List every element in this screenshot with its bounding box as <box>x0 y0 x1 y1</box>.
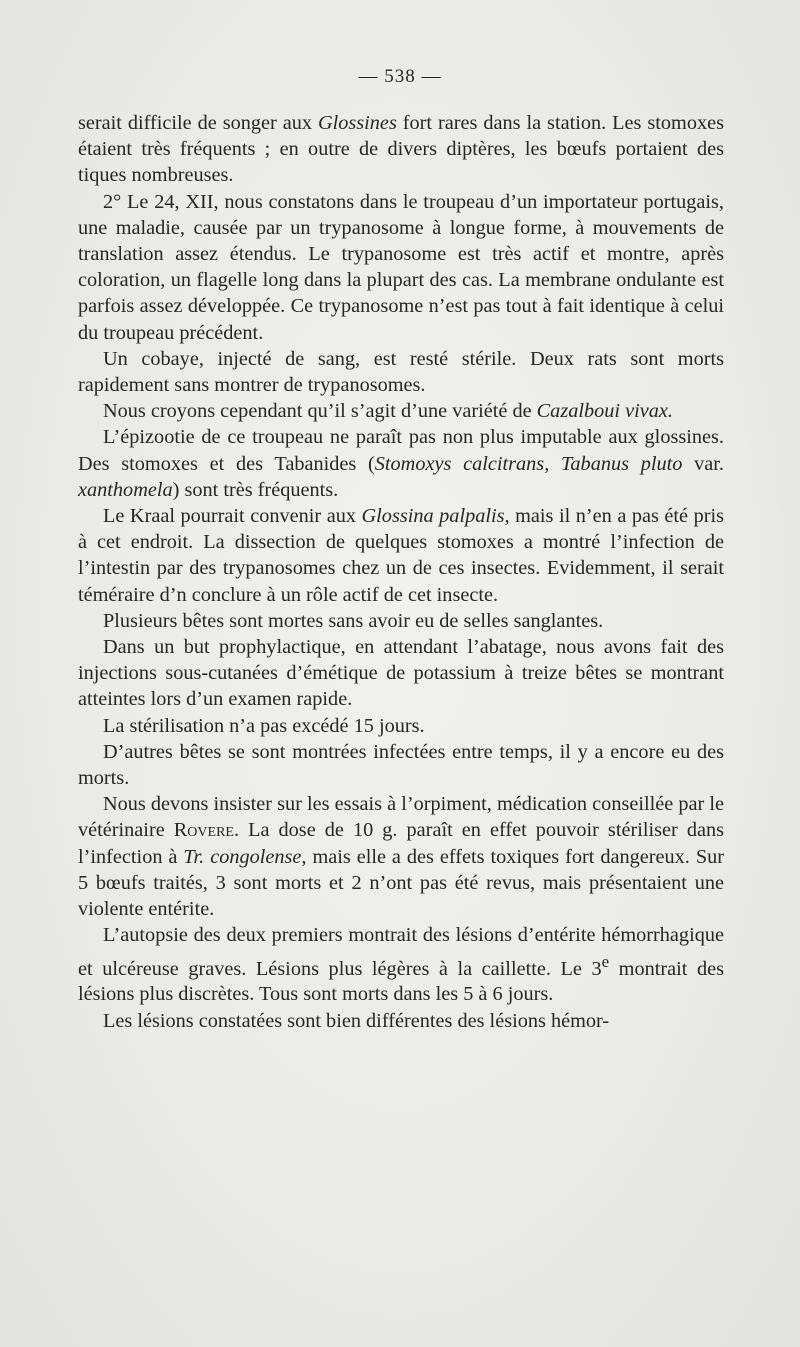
text-run: ) sont très fréquents. <box>172 478 339 501</box>
text-run: Dans un but prophylactique, en attendant l’abatage, nous avons fait des injections sous-cutanées d’émétique de potassium à treize bêtes se montrant atteintes lors d’un examen rapide. <box>78 636 724 711</box>
paragraph <box>78 1008 724 1034</box>
paragraph <box>78 398 724 424</box>
text-run: Un cobaye, injecté de sang, est resté stérile. Deux rats sont morts rapidement sans montrer de trypanosomes. <box>78 347 724 397</box>
text-run: D’autres bêtes se sont montrées infectées entre temps, il y a encore eu des morts. <box>78 740 724 790</box>
paragraph <box>78 424 724 503</box>
text-run: mais il n’en a pas été pris à cet endroit. La dissection de quelques stomoxes a montré l’infection de l’intestin par des trypanosomes chez un de ces insectes. Evidemment, il serait téméraire d’n conclure à un rôle actif de cet insecte. <box>78 505 725 606</box>
text-run: L’autopsie des deux premiers montrait des lésions d’entérite hémorrhagique et ulcéreuse graves. Lésions plus légères à la caillette. Le 3 <box>78 924 724 980</box>
paragraph <box>78 503 724 608</box>
text-run: . La dose de 10 g. paraît en effet pouvoir stériliser dans l’infection à <box>78 819 724 868</box>
superscript-text: e <box>601 951 610 971</box>
text-run: L’épizootie de ce troupeau ne paraît pas non plus imputable aux glossines. Des stomoxes et des Tabanides ( <box>78 426 724 475</box>
text-run: 2° Le 24, XII, nous constatons dans le troupeau d’un importateur portugais, une maladie, causée par un trypanosome à longue forme, à mouvements de translation assez étendus. Le trypanosome est très actif et montre, après coloration, un flagelle long dans la plupart des cas. La membrane ondulante est parfois assez développée. Ce trypanosome n’est pas tout à fait identique à celui du troupeau précédent. <box>78 190 724 344</box>
paragraph <box>78 922 724 1007</box>
paragraph <box>78 791 724 922</box>
paragraph <box>78 634 724 713</box>
text-run: serait difficile de songer aux <box>78 112 318 134</box>
italic-text: Cazalboui vivax. <box>536 400 673 423</box>
text-run: La stérilisation n’a pas excédé 15 jours. <box>103 714 425 737</box>
italic-text: Tr. congolense, <box>183 845 307 868</box>
text-run: Le Kraal pourrait convenir aux <box>103 505 362 528</box>
body-text <box>78 110 724 1034</box>
italic-text: Glossines <box>317 112 397 134</box>
paragraph <box>78 739 724 791</box>
italic-text: Glossina palpalis, <box>361 505 510 528</box>
small-caps-text: Rovere <box>173 819 234 842</box>
italic-text: xanthomela <box>78 478 173 501</box>
paragraph <box>78 189 724 346</box>
text-run: mais elle a des effets toxiques fort dangereux. Sur 5 bœufs traités, 3 sont morts et 2 n’ont pas été revus, mais présentaient une violente entérite. <box>78 845 724 921</box>
text-run: Nous devons insister sur les essais à l’orpiment, médication conseillée par le vétérinaire <box>78 793 724 842</box>
text-run: montrait des lésions plus discrètes. Tous sont morts dans les 5 à 6 jours. <box>78 957 724 1006</box>
text-run: fort rares dans la station. Les stomoxes étaient très fréquents ; en outre de divers diptères, les bœufs portaient des tiques nombreuses. <box>78 112 724 187</box>
text-run: Plusieurs bêtes sont mortes sans avoir eu de selles sanglantes. <box>103 609 604 632</box>
italic-text: Stomoxys calcitrans, Tabanus pluto <box>374 452 683 475</box>
paragraph <box>78 608 724 634</box>
paragraph <box>78 346 724 398</box>
paragraph <box>78 713 724 739</box>
text-run: var. <box>682 452 725 475</box>
text-run: Les lésions constatées sont bien différentes des lésions hémor- <box>103 1009 610 1032</box>
page-number: — 538 — <box>358 66 442 87</box>
paragraph <box>78 110 724 189</box>
text-run: Nous croyons cependant qu’il s’agit d’une variété de <box>103 400 537 423</box>
